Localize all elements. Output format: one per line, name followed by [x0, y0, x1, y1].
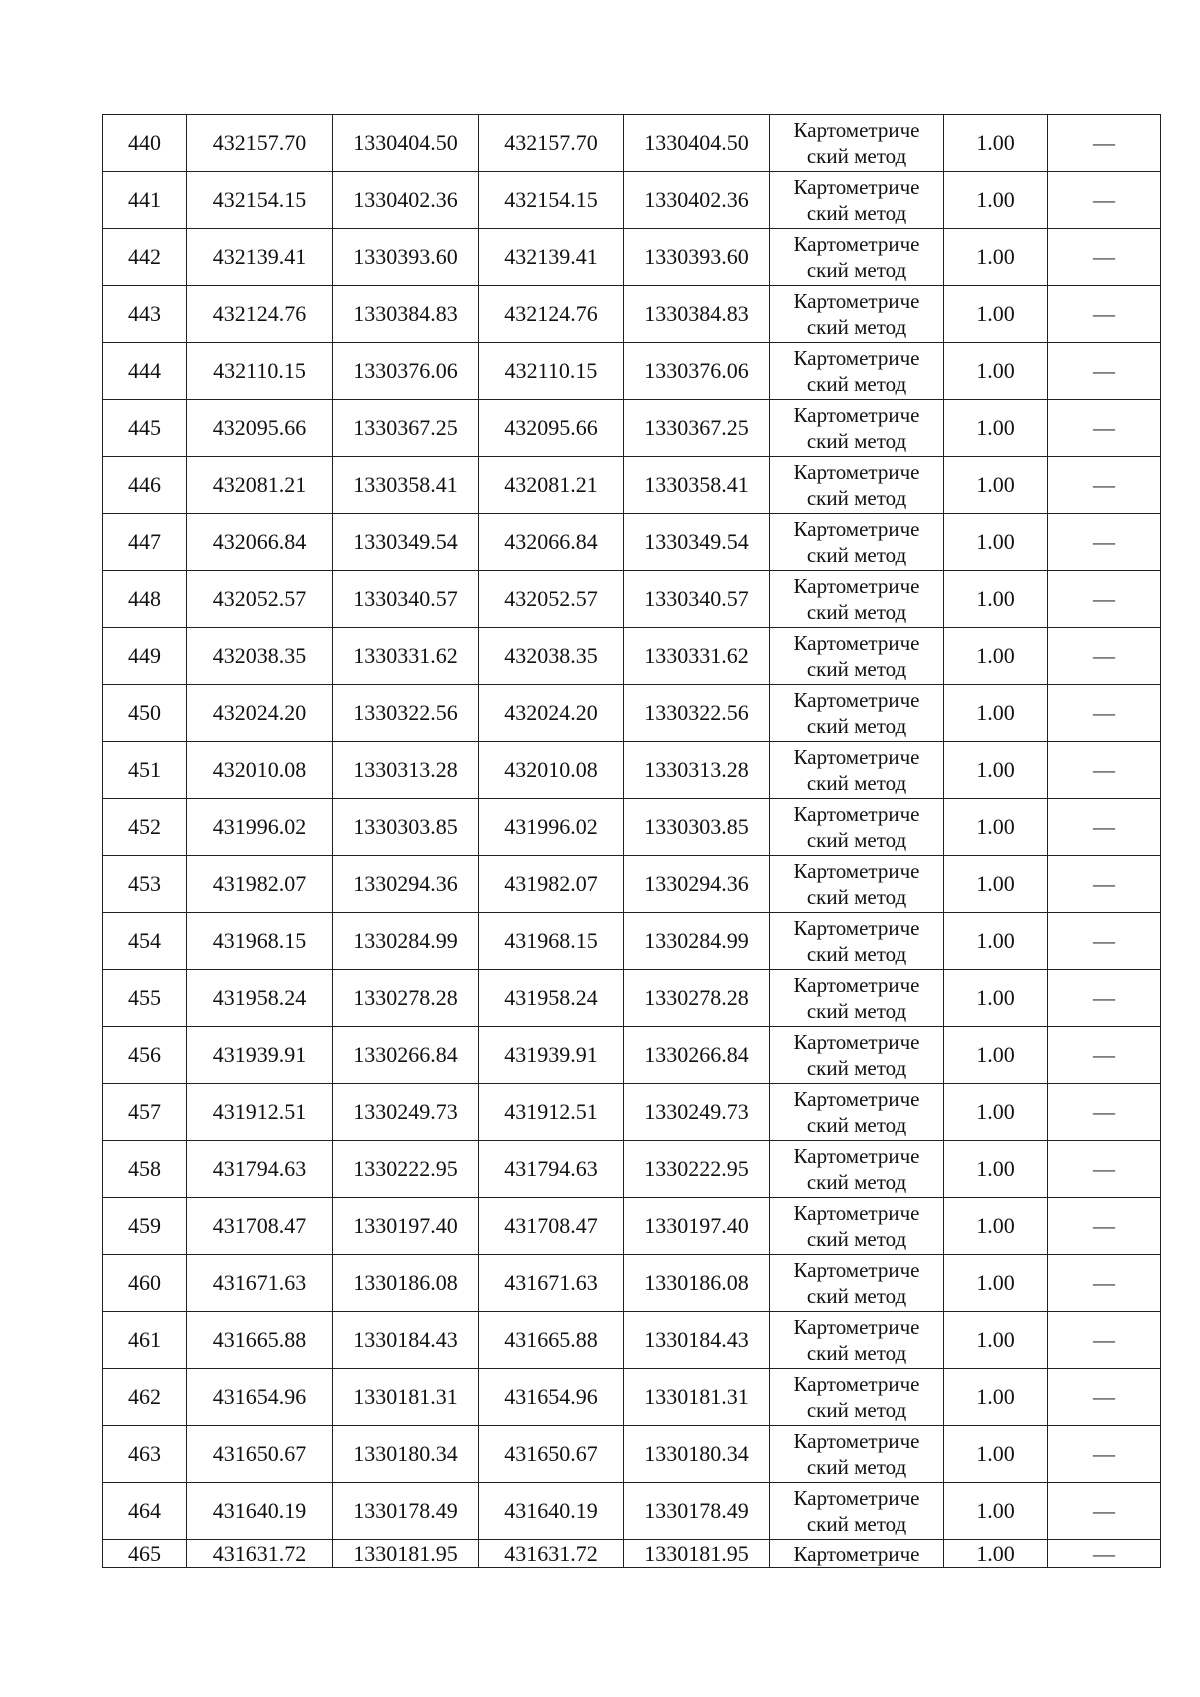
- refined-y-cell: 1330266.84: [624, 1027, 770, 1084]
- existing-y-cell: 1330180.34: [333, 1426, 479, 1483]
- existing-x-cell: 431968.15: [187, 913, 333, 970]
- method-line-2: ский метод: [806, 1170, 907, 1194]
- existing-y-cell: 1330393.60: [333, 229, 479, 286]
- method-line-1: Картометриче: [793, 1144, 920, 1168]
- point-number-cell: 449: [103, 628, 187, 685]
- accuracy-cell: 1.00: [944, 1369, 1048, 1426]
- existing-x-cell: 432038.35: [187, 628, 333, 685]
- refined-x-cell: 432110.15: [479, 343, 624, 400]
- method-cell: [770, 1255, 944, 1312]
- refined-y-cell: 1330184.43: [624, 1312, 770, 1369]
- method-line-1: Картометриче: [793, 1372, 920, 1396]
- method-line-2: ский метод: [806, 1056, 907, 1080]
- method-line-1: Картометриче: [793, 460, 920, 484]
- method-line-2: ский метод: [806, 315, 907, 339]
- method-line-2: ский метод: [806, 942, 907, 966]
- refined-x-cell: 432124.76: [479, 286, 624, 343]
- existing-x-cell: 432081.21: [187, 457, 333, 514]
- table-row: [103, 913, 1161, 970]
- refined-x-cell: 431671.63: [479, 1255, 624, 1312]
- refined-y-cell: 1330181.31: [624, 1369, 770, 1426]
- refined-y-cell: 1330186.08: [624, 1255, 770, 1312]
- accuracy-cell: 1.00: [944, 628, 1048, 685]
- table-row: [103, 970, 1161, 1027]
- point-number-cell: 442: [103, 229, 187, 286]
- point-number-cell: 454: [103, 913, 187, 970]
- method-line-2: ский метод: [806, 258, 907, 282]
- refined-y-cell: 1330404.50: [624, 115, 770, 172]
- point-number-cell: 453: [103, 856, 187, 913]
- refined-y-cell: 1330178.49: [624, 1483, 770, 1540]
- accuracy-cell: 1.00: [944, 286, 1048, 343]
- method-line-2: ский метод: [806, 1512, 907, 1536]
- table-row: [103, 799, 1161, 856]
- refined-x-cell: 431982.07: [479, 856, 624, 913]
- existing-x-cell: 432139.41: [187, 229, 333, 286]
- existing-x-cell: 432154.15: [187, 172, 333, 229]
- existing-x-cell: 431640.19: [187, 1483, 333, 1540]
- refined-y-cell: 1330180.34: [624, 1426, 770, 1483]
- accuracy-cell: 1.00: [944, 742, 1048, 799]
- note-cell: —: [1048, 1483, 1161, 1540]
- existing-x-cell: 431708.47: [187, 1198, 333, 1255]
- accuracy-cell: 1.00: [944, 970, 1048, 1027]
- refined-x-cell: 431640.19: [479, 1483, 624, 1540]
- table-row: [103, 685, 1161, 742]
- method-line-1: Картометриче: [793, 1030, 920, 1054]
- method-line-1: Картометриче: [793, 1486, 920, 1510]
- accuracy-cell: 1.00: [944, 115, 1048, 172]
- method-line-1: Картометриче: [793, 916, 920, 940]
- method-line-2: ский метод: [806, 1284, 907, 1308]
- existing-x-cell: 431671.63: [187, 1255, 333, 1312]
- refined-x-cell: 431650.67: [479, 1426, 624, 1483]
- method-cell: [770, 286, 944, 343]
- method-line-1: Картометриче: [793, 1258, 920, 1282]
- existing-x-cell: 431939.91: [187, 1027, 333, 1084]
- point-number-cell: 457: [103, 1084, 187, 1141]
- note-cell: —: [1048, 286, 1161, 343]
- point-number-cell: 450: [103, 685, 187, 742]
- note-cell: —: [1048, 1540, 1161, 1568]
- method-line-1: Картометриче: [793, 289, 920, 313]
- method-line-2: ский метод: [806, 885, 907, 909]
- method-line-1: Картометриче: [793, 802, 920, 826]
- accuracy-cell: 1.00: [944, 799, 1048, 856]
- table-row: [103, 1141, 1161, 1198]
- method-line-2: ский метод: [806, 486, 907, 510]
- refined-y-cell: 1330284.99: [624, 913, 770, 970]
- method-line-2: ский метод: [806, 372, 907, 396]
- existing-x-cell: 431650.67: [187, 1426, 333, 1483]
- method-line-2: ский метод: [806, 600, 907, 624]
- existing-x-cell: 431665.88: [187, 1312, 333, 1369]
- point-number-cell: 465: [103, 1540, 187, 1568]
- existing-y-cell: 1330384.83: [333, 286, 479, 343]
- refined-x-cell: 431665.88: [479, 1312, 624, 1369]
- table-row: [103, 343, 1161, 400]
- existing-x-cell: 432110.15: [187, 343, 333, 400]
- table-row: [103, 172, 1161, 229]
- accuracy-cell: 1.00: [944, 1426, 1048, 1483]
- existing-x-cell: 432124.76: [187, 286, 333, 343]
- refined-x-cell: 432066.84: [479, 514, 624, 571]
- point-number-cell: 445: [103, 400, 187, 457]
- method-line-2: ский метод: [806, 714, 907, 738]
- accuracy-cell: 1.00: [944, 343, 1048, 400]
- existing-y-cell: 1330358.41: [333, 457, 479, 514]
- existing-y-cell: 1330178.49: [333, 1483, 479, 1540]
- existing-x-cell: 432010.08: [187, 742, 333, 799]
- method-line-1: Картометриче: [793, 232, 920, 256]
- method-line-1: Картометриче: [793, 517, 920, 541]
- existing-y-cell: 1330278.28: [333, 970, 479, 1027]
- method-cell: [770, 172, 944, 229]
- method-cell: [770, 1426, 944, 1483]
- point-number-cell: 456: [103, 1027, 187, 1084]
- note-cell: —: [1048, 115, 1161, 172]
- refined-y-cell: 1330222.95: [624, 1141, 770, 1198]
- refined-y-cell: 1330322.56: [624, 685, 770, 742]
- accuracy-cell: 1.00: [944, 1198, 1048, 1255]
- note-cell: —: [1048, 685, 1161, 742]
- method-cell: [770, 343, 944, 400]
- refined-x-cell: 432038.35: [479, 628, 624, 685]
- note-cell: —: [1048, 343, 1161, 400]
- accuracy-cell: 1.00: [944, 1084, 1048, 1141]
- note-cell: —: [1048, 1426, 1161, 1483]
- method-cell: [770, 115, 944, 172]
- method-cell: [770, 1198, 944, 1255]
- point-number-cell: 443: [103, 286, 187, 343]
- refined-y-cell: 1330294.36: [624, 856, 770, 913]
- method-cell: [770, 1084, 944, 1141]
- refined-x-cell: 431912.51: [479, 1084, 624, 1141]
- accuracy-cell: 1.00: [944, 1141, 1048, 1198]
- accuracy-cell: 1.00: [944, 1483, 1048, 1540]
- existing-x-cell: 432095.66: [187, 400, 333, 457]
- accuracy-cell: 1.00: [944, 856, 1048, 913]
- method-cell: [770, 1141, 944, 1198]
- existing-y-cell: 1330367.25: [333, 400, 479, 457]
- existing-x-cell: 432066.84: [187, 514, 333, 571]
- refined-y-cell: 1330367.25: [624, 400, 770, 457]
- table-row: [103, 1027, 1161, 1084]
- table-row: [103, 1540, 1161, 1568]
- refined-y-cell: 1330181.95: [624, 1540, 770, 1568]
- method-line-1: Картометриче: [793, 631, 920, 655]
- refined-y-cell: 1330349.54: [624, 514, 770, 571]
- point-number-cell: 447: [103, 514, 187, 571]
- accuracy-cell: 1.00: [944, 457, 1048, 514]
- note-cell: —: [1048, 1141, 1161, 1198]
- table-row: [103, 1198, 1161, 1255]
- existing-y-cell: 1330181.31: [333, 1369, 479, 1426]
- accuracy-cell: 1.00: [944, 1027, 1048, 1084]
- method-line-1: Картометриче: [793, 346, 920, 370]
- point-number-cell: 451: [103, 742, 187, 799]
- refined-x-cell: 432095.66: [479, 400, 624, 457]
- table-row: [103, 856, 1161, 913]
- note-cell: —: [1048, 457, 1161, 514]
- refined-y-cell: 1330402.36: [624, 172, 770, 229]
- note-cell: —: [1048, 742, 1161, 799]
- refined-y-cell: 1330340.57: [624, 571, 770, 628]
- table-body: [103, 115, 1161, 1568]
- method-line-1: Картометриче: [793, 859, 920, 883]
- existing-y-cell: 1330313.28: [333, 742, 479, 799]
- existing-y-cell: 1330181.95: [333, 1540, 479, 1568]
- note-cell: —: [1048, 172, 1161, 229]
- method-cell: [770, 628, 944, 685]
- note-cell: —: [1048, 571, 1161, 628]
- refined-y-cell: 1330249.73: [624, 1084, 770, 1141]
- existing-y-cell: 1330402.36: [333, 172, 479, 229]
- point-number-cell: 458: [103, 1141, 187, 1198]
- method-line-1: Картометриче: [793, 574, 920, 598]
- refined-x-cell: 431631.72: [479, 1540, 624, 1568]
- note-cell: —: [1048, 628, 1161, 685]
- point-number-cell: 464: [103, 1483, 187, 1540]
- method-line-1: Картометриче: [793, 175, 920, 199]
- point-number-cell: 459: [103, 1198, 187, 1255]
- existing-y-cell: 1330303.85: [333, 799, 479, 856]
- existing-x-cell: 431958.24: [187, 970, 333, 1027]
- note-cell: —: [1048, 229, 1161, 286]
- refined-y-cell: 1330393.60: [624, 229, 770, 286]
- method-cell: [770, 742, 944, 799]
- table-row: [103, 628, 1161, 685]
- method-cell: [770, 514, 944, 571]
- refined-y-cell: 1330303.85: [624, 799, 770, 856]
- note-cell: —: [1048, 970, 1161, 1027]
- note-cell: —: [1048, 1255, 1161, 1312]
- note-cell: —: [1048, 799, 1161, 856]
- refined-x-cell: 432139.41: [479, 229, 624, 286]
- note-cell: —: [1048, 1027, 1161, 1084]
- note-cell: —: [1048, 514, 1161, 571]
- table-row: [103, 400, 1161, 457]
- existing-x-cell: 432157.70: [187, 115, 333, 172]
- existing-y-cell: 1330284.99: [333, 913, 479, 970]
- refined-x-cell: 432052.57: [479, 571, 624, 628]
- method-line-2: ский метод: [806, 657, 907, 681]
- method-line-2: ский метод: [806, 543, 907, 567]
- table-row: [103, 514, 1161, 571]
- method-line-1: Картометриче: [793, 1541, 920, 1566]
- method-line-2: ский метод: [806, 1455, 907, 1479]
- existing-x-cell: 432052.57: [187, 571, 333, 628]
- refined-y-cell: 1330331.62: [624, 628, 770, 685]
- accuracy-cell: 1.00: [944, 514, 1048, 571]
- existing-x-cell: 431996.02: [187, 799, 333, 856]
- coordinates-table-page: [102, 114, 1160, 1568]
- existing-x-cell: 431982.07: [187, 856, 333, 913]
- refined-x-cell: 432081.21: [479, 457, 624, 514]
- note-cell: —: [1048, 1312, 1161, 1369]
- existing-y-cell: 1330197.40: [333, 1198, 479, 1255]
- method-line-1: Картометриче: [793, 118, 920, 142]
- method-line-1: Картометриче: [793, 403, 920, 427]
- note-cell: —: [1048, 400, 1161, 457]
- note-cell: —: [1048, 1369, 1161, 1426]
- method-line-1: Картометриче: [793, 688, 920, 712]
- table-row: [103, 742, 1161, 799]
- refined-y-cell: 1330278.28: [624, 970, 770, 1027]
- method-line-1: Картометриче: [793, 745, 920, 769]
- point-number-cell: 462: [103, 1369, 187, 1426]
- existing-y-cell: 1330294.36: [333, 856, 479, 913]
- existing-x-cell: 431654.96: [187, 1369, 333, 1426]
- refined-x-cell: 431996.02: [479, 799, 624, 856]
- existing-y-cell: 1330404.50: [333, 115, 479, 172]
- refined-x-cell: 431958.24: [479, 970, 624, 1027]
- accuracy-cell: 1.00: [944, 1540, 1048, 1568]
- method-cell: [770, 1027, 944, 1084]
- method-line-2: ский метод: [806, 1341, 907, 1365]
- refined-y-cell: 1330197.40: [624, 1198, 770, 1255]
- method-cell: [770, 400, 944, 457]
- accuracy-cell: 1.00: [944, 1312, 1048, 1369]
- refined-x-cell: 432024.20: [479, 685, 624, 742]
- method-cell: [770, 1369, 944, 1426]
- method-line-2: ский метод: [806, 144, 907, 168]
- point-number-cell: 461: [103, 1312, 187, 1369]
- method-cell: [770, 799, 944, 856]
- note-cell: —: [1048, 1084, 1161, 1141]
- accuracy-cell: 1.00: [944, 685, 1048, 742]
- table-row: [103, 286, 1161, 343]
- method-cell: [770, 913, 944, 970]
- table-row: [103, 1426, 1161, 1483]
- existing-y-cell: 1330222.95: [333, 1141, 479, 1198]
- method-cell: [770, 457, 944, 514]
- coordinates-table: [102, 114, 1161, 1568]
- point-number-cell: 460: [103, 1255, 187, 1312]
- existing-y-cell: 1330249.73: [333, 1084, 479, 1141]
- refined-y-cell: 1330358.41: [624, 457, 770, 514]
- accuracy-cell: 1.00: [944, 1255, 1048, 1312]
- point-number-cell: 463: [103, 1426, 187, 1483]
- table-row: [103, 115, 1161, 172]
- method-line-2: ский метод: [806, 828, 907, 852]
- existing-y-cell: 1330349.54: [333, 514, 479, 571]
- refined-x-cell: 431939.91: [479, 1027, 624, 1084]
- refined-y-cell: 1330313.28: [624, 742, 770, 799]
- refined-y-cell: 1330376.06: [624, 343, 770, 400]
- method-line-2: ский метод: [806, 429, 907, 453]
- table-row: [103, 229, 1161, 286]
- accuracy-cell: 1.00: [944, 229, 1048, 286]
- point-number-cell: 455: [103, 970, 187, 1027]
- method-line-2: ский метод: [806, 1398, 907, 1422]
- method-line-2: ский метод: [806, 999, 907, 1023]
- point-number-cell: 444: [103, 343, 187, 400]
- refined-y-cell: 1330384.83: [624, 286, 770, 343]
- refined-x-cell: 431794.63: [479, 1141, 624, 1198]
- method-cell: [770, 685, 944, 742]
- refined-x-cell: 432157.70: [479, 115, 624, 172]
- accuracy-cell: 1.00: [944, 172, 1048, 229]
- point-number-cell: 448: [103, 571, 187, 628]
- method-line-1: Картометриче: [793, 1087, 920, 1111]
- refined-x-cell: 431968.15: [479, 913, 624, 970]
- existing-x-cell: 432024.20: [187, 685, 333, 742]
- refined-x-cell: 432010.08: [479, 742, 624, 799]
- method-cell: [770, 571, 944, 628]
- table-row: [103, 571, 1161, 628]
- method-cell: [770, 856, 944, 913]
- existing-y-cell: 1330322.56: [333, 685, 479, 742]
- table-row: [103, 1312, 1161, 1369]
- point-number-cell: 446: [103, 457, 187, 514]
- table-row: [103, 1369, 1161, 1426]
- note-cell: —: [1048, 1198, 1161, 1255]
- method-line-2: ский метод: [806, 771, 907, 795]
- existing-y-cell: 1330340.57: [333, 571, 479, 628]
- existing-x-cell: 431794.63: [187, 1141, 333, 1198]
- table-row: [103, 1255, 1161, 1312]
- note-cell: —: [1048, 856, 1161, 913]
- accuracy-cell: 1.00: [944, 571, 1048, 628]
- method-cell: [770, 970, 944, 1027]
- method-line-1: Картометриче: [793, 1315, 920, 1339]
- method-line-2: ский метод: [806, 1113, 907, 1137]
- existing-x-cell: 431631.72: [187, 1540, 333, 1568]
- point-number-cell: 440: [103, 115, 187, 172]
- method-cell: [770, 1540, 944, 1568]
- existing-y-cell: 1330331.62: [333, 628, 479, 685]
- method-cell: [770, 1312, 944, 1369]
- point-number-cell: 452: [103, 799, 187, 856]
- point-number-cell: 441: [103, 172, 187, 229]
- existing-x-cell: 431912.51: [187, 1084, 333, 1141]
- existing-y-cell: 1330266.84: [333, 1027, 479, 1084]
- method-line-1: Картометриче: [793, 1201, 920, 1225]
- refined-x-cell: 431654.96: [479, 1369, 624, 1426]
- method-line-2: ский метод: [806, 201, 907, 225]
- method-cell: [770, 1483, 944, 1540]
- refined-x-cell: 431708.47: [479, 1198, 624, 1255]
- table-row: [103, 457, 1161, 514]
- accuracy-cell: 1.00: [944, 913, 1048, 970]
- method-line-1: Картометриче: [793, 1429, 920, 1453]
- table-row: [103, 1084, 1161, 1141]
- existing-y-cell: 1330186.08: [333, 1255, 479, 1312]
- method-line-2: ский метод: [806, 1227, 907, 1251]
- refined-x-cell: 432154.15: [479, 172, 624, 229]
- accuracy-cell: 1.00: [944, 400, 1048, 457]
- method-line-1: Картометриче: [793, 973, 920, 997]
- existing-y-cell: 1330376.06: [333, 343, 479, 400]
- table-row: [103, 1483, 1161, 1540]
- existing-y-cell: 1330184.43: [333, 1312, 479, 1369]
- note-cell: —: [1048, 913, 1161, 970]
- method-cell: [770, 229, 944, 286]
